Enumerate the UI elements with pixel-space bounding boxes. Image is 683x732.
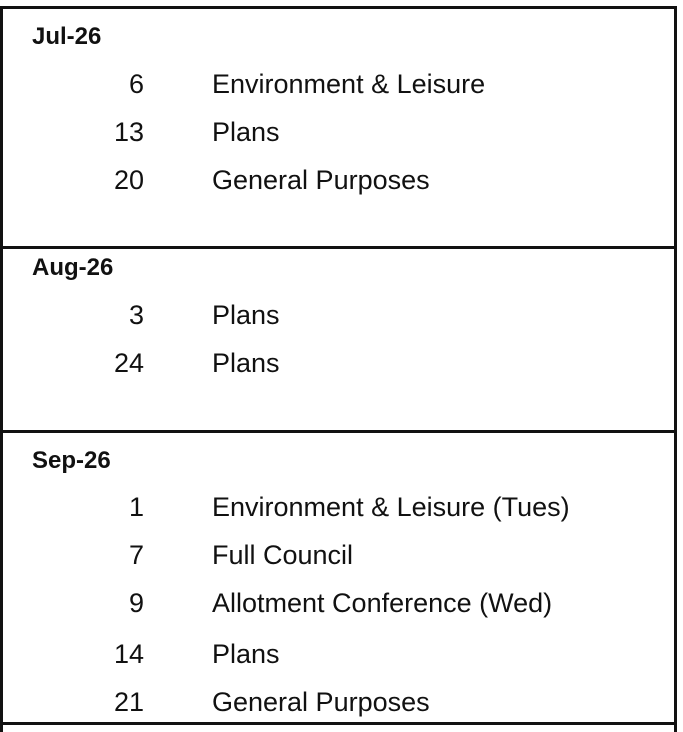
meeting-name: Full Council (212, 540, 354, 570)
meeting-day: 20 (113, 165, 144, 195)
table-row (14, 68, 674, 100)
meeting-name: Environment & Leisure (212, 69, 486, 99)
table-row (14, 164, 674, 196)
table-row (14, 116, 674, 148)
meeting-day: 7 (128, 540, 144, 570)
right-border (674, 6, 677, 732)
left-border (0, 6, 3, 248)
meeting-day: 21 (113, 687, 144, 717)
table-row (14, 587, 674, 619)
month-title: Jul-26 (32, 23, 102, 50)
meeting-name: Allotment Conference (Wed) (212, 588, 553, 618)
month-title: Sep-26 (32, 447, 111, 474)
meeting-day: 1 (128, 492, 144, 522)
meeting-day: 3 (128, 300, 144, 330)
meeting-name: Environment & Leisure (Tues) (212, 492, 570, 522)
meeting-name: Plans (212, 117, 280, 147)
meeting-name: Plans (212, 348, 280, 378)
meeting-day: 9 (128, 588, 144, 618)
table-row (14, 686, 674, 718)
bottom-border (0, 722, 677, 725)
table-row (14, 299, 674, 331)
divider-jul-aug (0, 246, 677, 249)
left-border (0, 248, 3, 431)
divider-aug-sep (0, 430, 677, 433)
meeting-day: 6 (128, 69, 144, 99)
month-title: Aug-26 (32, 254, 114, 281)
top-border (0, 6, 677, 9)
table-row (14, 491, 674, 523)
table-row (14, 638, 674, 670)
meeting-day: 14 (113, 639, 144, 669)
meeting-name: General Purposes (212, 687, 430, 717)
meeting-name: Plans (212, 300, 280, 330)
table-row (14, 347, 674, 379)
left-border (0, 432, 3, 732)
table-row (14, 539, 674, 571)
meeting-name: General Purposes (212, 165, 430, 195)
meeting-day: 24 (113, 348, 144, 378)
meeting-day: 13 (113, 117, 144, 147)
meeting-name: Plans (212, 639, 280, 669)
